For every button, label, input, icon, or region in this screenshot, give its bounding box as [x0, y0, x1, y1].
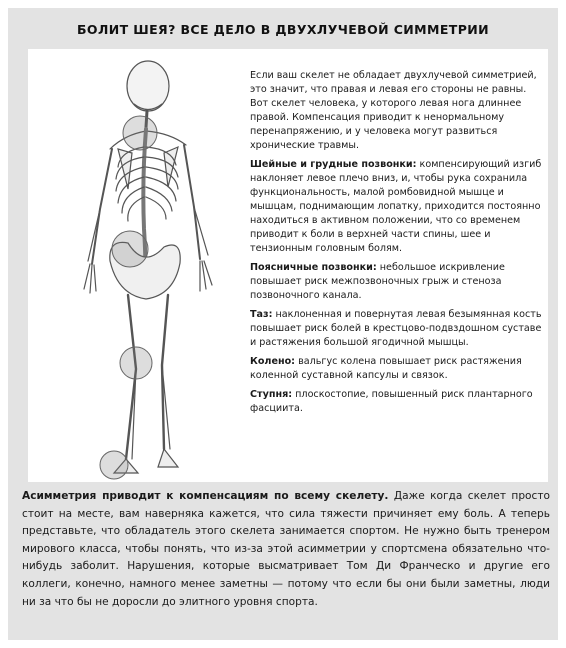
sidebar-box [8, 8, 558, 640]
intro-paragraph: Если ваш скелет не обладает двухлучевой симметрией, это значит, что правая и левая его стороны не равны. Вот скелет человека, у которого левая нога длиннее правой. Компенсация приводит к ненормальному перенапряжению, и у человека могут развиться хронические травмы. [250, 70, 537, 151]
illustration-panel [28, 49, 548, 482]
annotation-lumbar: Поясничные позвонки: небольшое искривление повышает риск межпозвоночных грыж и стеноза позвоночного канала. [250, 262, 505, 301]
annotation-pelvis: Таз: наклоненная и повернутая левая безымянная кость повышает риск болей в крестцово-подвздошном суставе и растяжения большой ягодичной мышцы. [250, 309, 542, 348]
annotations [250, 69, 544, 421]
body-text: Даже когда скелет просто стоит на месте, вам наверняка кажется, что сила тяжести причиняет ему боль. А теперь представьте, что обладатель этого скелета занимается спортом. Не нужно быть тренером мирового класса, чтобы понять, что из-за этой асимметрии у спортсмена обязательно что-нибудь заболит. Нарушения, которые высматривает Том Ди Франческо и другие его коллеги, конечно, намного менее заметны — потому что если бы они были заметны, люди ни за что бы не доросли до элитного уровня спорта. [22, 490, 551, 608]
body-paragraph [22, 488, 550, 611]
skeleton-illustration [28, 49, 248, 482]
annotation-knee: Колено: вальгус колена повышает риск растяжения коленной суставной капсулы и связок. [250, 356, 522, 381]
body-lead: Асимметрия приводит к компенсациям по всему скелету. [22, 490, 389, 502]
annotation-foot: Ступня: плоскостопие, повышенный риск плантарного фасциита. [250, 389, 533, 414]
box-title: БОЛИТ ШЕЯ? ВСЕ ДЕЛО В ДВУХЛУЧЕВОЙ СИММЕТРИИ [76, 22, 489, 37]
annotation-cervical: Шейные и грудные позвонки: компенсирующий изгиб наклоняет левое плечо вниз, и, чтобы рука сохранила функциональность, малой ромбовидной мышце и мышцам, поднимающим лопатку, приходится постоянно находиться в активном положении, что со временем приводит к боли в верхней части спины, шее и тензионным головным болям. [250, 159, 542, 254]
